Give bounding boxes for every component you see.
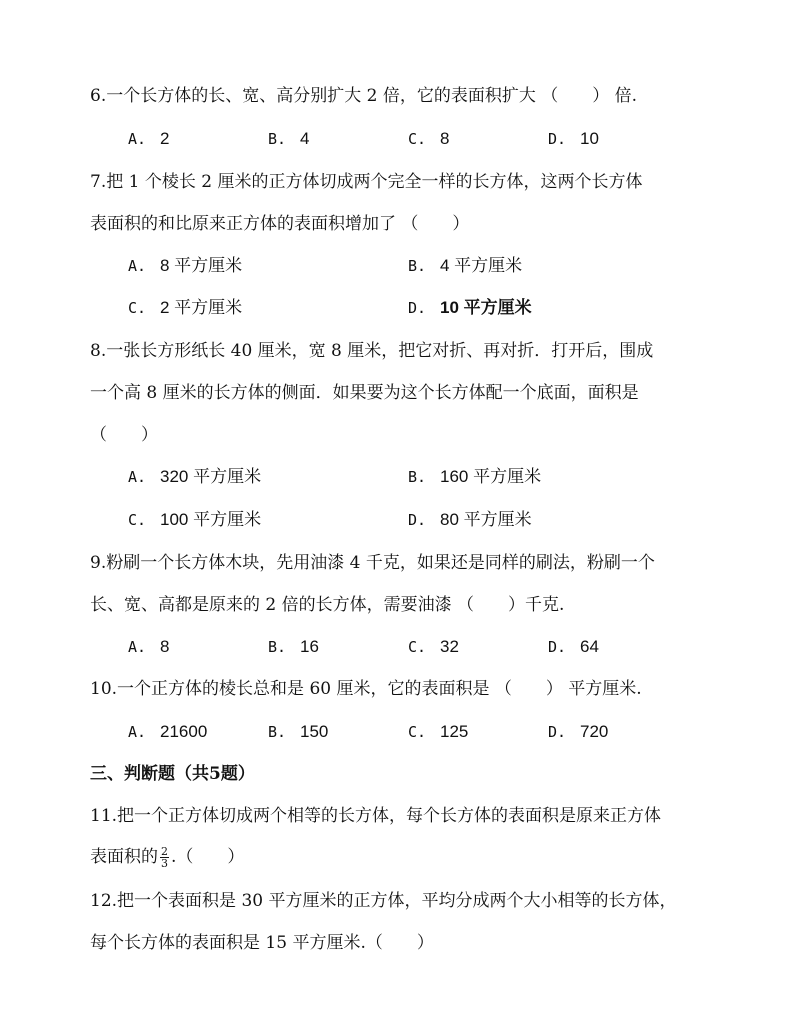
option-value: 4 bbox=[300, 129, 310, 148]
q6-option-d[interactable] bbox=[548, 127, 599, 151]
option-value: 125 bbox=[440, 722, 469, 741]
option-letter: D. bbox=[548, 638, 567, 656]
option-letter: D. bbox=[408, 511, 427, 529]
option-letter: D. bbox=[548, 723, 567, 741]
q7-option-d[interactable] bbox=[408, 296, 532, 320]
q8-stem-line1: 8.一张长方形纸长 40 厘米，宽 8 厘米，把它对折、再对折．打开后，围成 bbox=[90, 341, 654, 361]
option-value: 10 bbox=[580, 129, 599, 148]
q9-option-c[interactable] bbox=[408, 635, 459, 659]
q7-option-c[interactable] bbox=[128, 296, 242, 320]
q8-option-a[interactable] bbox=[128, 465, 261, 489]
section-heading: 三、判断题（共5题） bbox=[90, 764, 255, 784]
q12-stem-line2: 每个长方体的表面积是 15 平方厘米.（ ） bbox=[90, 933, 434, 953]
q6-option-c[interactable] bbox=[408, 127, 449, 151]
q9-stem-line1: 9.粉刷一个长方体木块，先用油漆 4 千克，如果还是同样的刷法，粉刷一个 bbox=[90, 553, 655, 573]
option-value: 8 bbox=[160, 637, 170, 656]
q6-option-a[interactable] bbox=[128, 127, 169, 151]
q7-stem-line1: 7.把 1 个棱长 2 厘米的正方体切成两个完全一样的长方体，这两个长方体 bbox=[90, 172, 643, 192]
option-letter: A. bbox=[128, 257, 147, 275]
q12-stem-line1: 12.把一个表面积是 30 平方厘米的正方体，平均分成两个大小相等的长方体， bbox=[90, 891, 677, 911]
q8-stem-line3: （ ） bbox=[90, 425, 158, 445]
q10-option-c[interactable] bbox=[408, 720, 468, 744]
q10-option-d[interactable] bbox=[548, 720, 608, 744]
option-value: 2 bbox=[160, 129, 170, 148]
q11-stem-line2 bbox=[90, 845, 244, 869]
q10-option-a[interactable] bbox=[128, 720, 207, 744]
q11-stem-prefix: 表面积的 bbox=[90, 847, 158, 867]
option-letter: D. bbox=[548, 130, 567, 148]
option-value: 80 平方厘米 bbox=[440, 510, 532, 529]
fraction-numerator: 2 bbox=[161, 845, 168, 858]
option-value: 150 bbox=[300, 722, 329, 741]
q8-stem-line2: 一个高 8 厘米的长方体的侧面．如果要为这个长方体配一个底面，面积是 bbox=[90, 383, 639, 403]
q10-stem: 10.一个正方体的棱长总和是 60 厘米，它的表面积是 （ ） 平方厘米. bbox=[90, 679, 642, 699]
q8-option-c[interactable] bbox=[128, 508, 261, 532]
option-letter: D. bbox=[408, 299, 427, 317]
option-value: 320 平方厘米 bbox=[160, 467, 262, 486]
option-value: 4 平方厘米 bbox=[440, 256, 523, 275]
q6-option-b[interactable] bbox=[268, 127, 309, 151]
option-letter: A. bbox=[128, 638, 147, 656]
q11-stem-line1: 11.把一个正方体切成两个相等的长方体，每个长方体的表面积是原来正方体 bbox=[90, 806, 662, 826]
q9-option-a[interactable] bbox=[128, 635, 169, 659]
option-value: 8 bbox=[440, 129, 450, 148]
option-letter: B. bbox=[408, 257, 427, 275]
option-letter: C. bbox=[408, 638, 427, 656]
option-value: 8 平方厘米 bbox=[160, 256, 243, 275]
option-value: 64 bbox=[580, 637, 599, 656]
option-value: 10 平方厘米 bbox=[440, 298, 532, 317]
option-value: 21600 bbox=[160, 722, 208, 741]
q9-stem-line2: 长、宽、高都是原来的 2 倍的长方体，需要油漆 （ ）千克. bbox=[90, 595, 565, 615]
option-value: 32 bbox=[440, 637, 459, 656]
option-letter: C. bbox=[408, 723, 427, 741]
fraction bbox=[160, 846, 169, 869]
q11-stem-suffix: .（ ） bbox=[171, 847, 245, 867]
q9-option-b[interactable] bbox=[268, 635, 319, 659]
option-value: 16 bbox=[300, 637, 319, 656]
q6-stem: 6.一个长方体的长、宽、高分别扩大 2 倍，它的表面积扩大 （ ） 倍. bbox=[90, 86, 638, 106]
q8-option-d[interactable] bbox=[408, 508, 532, 532]
option-value: 100 平方厘米 bbox=[160, 510, 262, 529]
option-value: 2 平方厘米 bbox=[160, 298, 243, 317]
option-letter: B. bbox=[408, 468, 427, 486]
q7-option-b[interactable] bbox=[408, 254, 522, 278]
option-letter: A. bbox=[128, 130, 147, 148]
option-letter: B. bbox=[268, 638, 287, 656]
option-value: 720 bbox=[580, 722, 609, 741]
fraction-denominator: 3 bbox=[161, 857, 168, 870]
option-letter: B. bbox=[268, 723, 287, 741]
option-letter: A. bbox=[128, 723, 147, 741]
option-letter: B. bbox=[268, 130, 287, 148]
option-letter: C. bbox=[128, 299, 147, 317]
option-letter: C. bbox=[408, 130, 427, 148]
q7-stem-line2: 表面积的和比原来正方体的表面积增加了 （ ） bbox=[90, 214, 470, 234]
q8-option-b[interactable] bbox=[408, 465, 541, 489]
q7-option-a[interactable] bbox=[128, 254, 242, 278]
option-letter: C. bbox=[128, 511, 147, 529]
q9-option-d[interactable] bbox=[548, 635, 599, 659]
option-letter: A. bbox=[128, 468, 147, 486]
option-value: 160 平方厘米 bbox=[440, 467, 542, 486]
q10-option-b[interactable] bbox=[268, 720, 328, 744]
